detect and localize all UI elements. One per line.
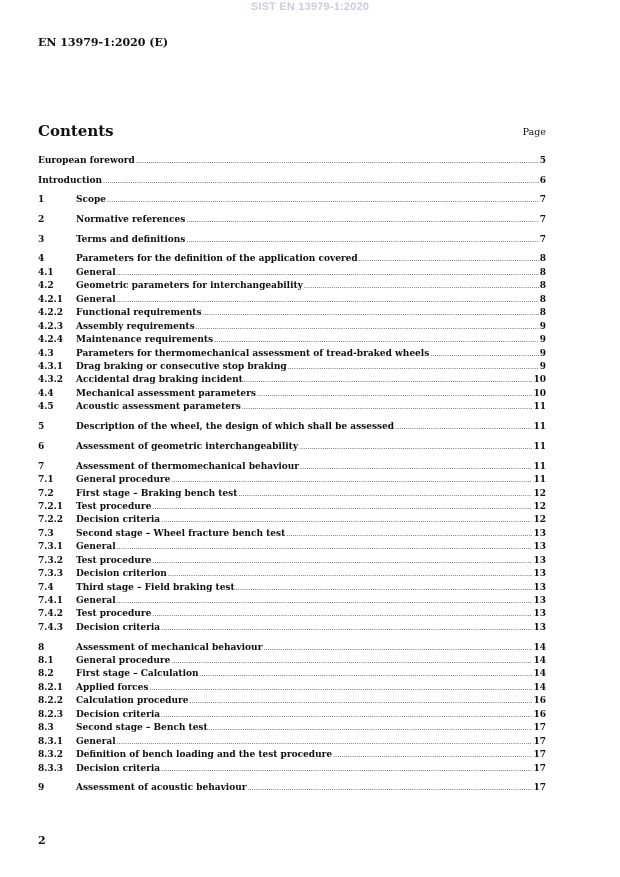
toc-entry-title: Drag braking or consecutive stop braking xyxy=(76,361,287,372)
toc-entry[interactable] xyxy=(38,194,546,207)
toc-entry[interactable] xyxy=(38,401,546,414)
toc-entry-title: Mechanical assessment parameters xyxy=(76,388,256,399)
table-of-contents xyxy=(38,155,546,796)
toc-entry[interactable] xyxy=(38,267,546,280)
toc-entry-page: 16 xyxy=(533,696,546,707)
toc-entry-page: 11 xyxy=(533,402,546,413)
toc-entry[interactable] xyxy=(38,461,546,474)
toc-entry-number: 8.2.3 xyxy=(38,709,64,720)
toc-dot-leader xyxy=(395,421,532,434)
toc-dot-leader xyxy=(200,668,533,681)
document-id: EN 13979-1:2020 (E) xyxy=(38,36,169,49)
toc-entry-title: General procedure xyxy=(76,656,171,667)
toc-dot-leader xyxy=(103,175,539,188)
toc-entry[interactable] xyxy=(38,642,546,655)
toc-entry-number: 7.3.2 xyxy=(38,555,64,566)
toc-entry-title: Accidental drag braking incident xyxy=(76,375,243,386)
toc-entry-number: 8.3.2 xyxy=(38,750,64,761)
toc-entry[interactable] xyxy=(38,595,546,608)
toc-entry-title: Assessment of geometric interchangeability xyxy=(76,441,299,452)
toc-entry-page: 9 xyxy=(539,348,546,359)
toc-dot-leader xyxy=(117,595,533,608)
toc-entry-number: 8.1 xyxy=(38,656,54,667)
toc-entry-number: 7.4.2 xyxy=(38,609,64,620)
toc-entry-page: 12 xyxy=(533,515,546,526)
toc-entry-page: 13 xyxy=(533,622,546,633)
toc-entry-title: Description of the wheel, the design of which shall be assessed xyxy=(76,422,395,433)
toc-entry[interactable] xyxy=(38,175,546,188)
toc-entry-number: 8.3.1 xyxy=(38,736,64,747)
toc-dot-leader xyxy=(430,348,538,361)
toc-entry[interactable] xyxy=(38,695,546,708)
toc-entry-page: 12 xyxy=(533,501,546,512)
toc-entry[interactable] xyxy=(38,622,546,635)
toc-entry[interactable] xyxy=(38,682,546,695)
toc-entry-title: Assessment of thermomechanical behaviour xyxy=(76,461,300,472)
toc-dot-leader xyxy=(304,280,539,293)
toc-entry[interactable] xyxy=(38,214,546,227)
toc-entry[interactable] xyxy=(38,541,546,554)
toc-entry[interactable] xyxy=(38,334,546,347)
toc-entry-number: 7.3 xyxy=(38,528,54,539)
toc-entry[interactable] xyxy=(38,501,546,514)
toc-entry-number: 8 xyxy=(38,642,45,653)
page-number: 2 xyxy=(38,834,46,847)
toc-dot-leader xyxy=(117,294,539,307)
toc-entry-number: 4.5 xyxy=(38,402,54,413)
toc-entry-page: 13 xyxy=(533,596,546,607)
toc-entry[interactable] xyxy=(38,514,546,527)
toc-entry-number: 8.3 xyxy=(38,723,54,734)
toc-entry-page: 17 xyxy=(533,763,546,774)
toc-entry-page: 10 xyxy=(533,375,546,386)
toc-dot-leader xyxy=(300,461,532,474)
toc-entry-page: 14 xyxy=(533,656,546,667)
toc-entry-page: 8 xyxy=(539,294,546,305)
toc-entry-page: 13 xyxy=(533,555,546,566)
toc-dot-leader xyxy=(152,555,532,568)
toc-entry-page: 13 xyxy=(533,569,546,580)
toc-dot-leader xyxy=(196,321,539,334)
toc-entry-number: 5 xyxy=(38,422,45,433)
toc-dot-leader xyxy=(117,541,533,554)
toc-entry-title: Assembly requirements xyxy=(76,321,195,332)
toc-entry[interactable] xyxy=(38,722,546,735)
toc-entry[interactable] xyxy=(38,749,546,762)
toc-entry[interactable] xyxy=(38,555,546,568)
page-column-label: Page xyxy=(522,127,546,138)
toc-entry-title: First stage – Braking bench test xyxy=(76,488,238,499)
toc-entry-number: 2 xyxy=(38,215,45,226)
toc-dot-leader xyxy=(107,194,539,207)
toc-dot-leader xyxy=(244,374,533,387)
toc-entry-title: Assessment of acoustic behaviour xyxy=(76,783,247,794)
toc-dot-leader xyxy=(203,307,539,320)
toc-dot-leader xyxy=(299,441,532,454)
toc-entry-number: 4.2.1 xyxy=(38,294,64,305)
toc-dot-leader xyxy=(171,474,532,487)
toc-entry-number: 7.4 xyxy=(38,582,54,593)
toc-entry[interactable] xyxy=(38,374,546,387)
toc-entry-title: Maintenance requirements xyxy=(76,335,214,346)
toc-entry-title: Geometric parameters for interchangeability xyxy=(76,281,303,292)
toc-entry[interactable] xyxy=(38,361,546,374)
toc-entry-page: 16 xyxy=(533,709,546,720)
toc-entry-number: 4.2 xyxy=(38,281,54,292)
toc-entry[interactable] xyxy=(38,782,546,795)
toc-entry-page: 17 xyxy=(533,750,546,761)
toc-entry-number: 7.1 xyxy=(38,475,54,486)
toc-entry-page: 13 xyxy=(533,609,546,620)
toc-dot-leader xyxy=(242,401,533,414)
toc-entry-title: Decision criteria xyxy=(76,515,161,526)
toc-entry-number: 4.2.2 xyxy=(38,308,64,319)
toc-entry-number: 8.3.3 xyxy=(38,763,64,774)
toc-entry-page: 8 xyxy=(539,254,546,265)
toc-entry-number: 4.2.3 xyxy=(38,321,64,332)
toc-entry[interactable] xyxy=(38,668,546,681)
toc-entry[interactable] xyxy=(38,234,546,247)
toc-entry-page: 13 xyxy=(533,542,546,553)
toc-entry-page: 9 xyxy=(539,361,546,372)
toc-entry-title: First stage – Calculation xyxy=(76,669,199,680)
toc-dot-leader xyxy=(248,782,533,795)
toc-entry-title: Scope xyxy=(76,195,107,206)
toc-entry-title: European foreword xyxy=(38,156,135,166)
toc-entry-page: 6 xyxy=(539,175,546,186)
toc-entry-number: 1 xyxy=(38,195,45,206)
toc-dot-leader xyxy=(149,682,532,695)
toc-entry-page: 10 xyxy=(533,388,546,399)
toc-entry-title: Functional requirements xyxy=(76,308,202,319)
toc-entry[interactable] xyxy=(38,294,546,307)
toc-dot-leader xyxy=(161,709,532,722)
toc-dot-leader xyxy=(209,722,533,735)
toc-entry-title: General procedure xyxy=(76,475,171,486)
toc-entry-page: 8 xyxy=(539,281,546,292)
toc-entry-title: Second stage – Wheel fracture bench test xyxy=(76,528,286,539)
toc-dot-leader xyxy=(288,361,539,374)
toc-entry-page: 7 xyxy=(539,195,546,206)
toc-entry-title: Normative references xyxy=(76,215,186,226)
toc-entry-page: 14 xyxy=(533,682,546,693)
toc-dot-leader xyxy=(186,234,538,247)
toc-entry-page: 14 xyxy=(533,642,546,653)
toc-dot-leader xyxy=(257,388,533,401)
toc-entry[interactable] xyxy=(38,736,546,749)
toc-entry-page: 17 xyxy=(533,736,546,747)
toc-dot-leader xyxy=(117,736,533,749)
toc-entry[interactable] xyxy=(38,608,546,621)
toc-entry-page: 13 xyxy=(533,582,546,593)
toc-dot-leader xyxy=(171,655,532,668)
toc-entry-page: 8 xyxy=(539,267,546,278)
toc-entry[interactable] xyxy=(38,307,546,320)
toc-entry-page: 11 xyxy=(533,475,546,486)
toc-dot-leader xyxy=(190,695,533,708)
toc-entry-title: Second stage – Bench test xyxy=(76,723,208,734)
toc-entry-page: 11 xyxy=(533,441,546,452)
toc-entry-number: 6 xyxy=(38,441,45,452)
toc-dot-leader xyxy=(136,155,539,168)
toc-entry[interactable] xyxy=(38,568,546,581)
toc-entry-page: 9 xyxy=(539,321,546,332)
toc-entry-number: 4.3 xyxy=(38,348,54,359)
toc-entry[interactable] xyxy=(38,528,546,541)
toc-dot-leader xyxy=(186,214,538,227)
toc-entry-number: 9 xyxy=(38,783,45,794)
toc-entry-title: Third stage – Field braking test xyxy=(76,582,235,593)
toc-dot-leader xyxy=(117,267,539,280)
toc-entry-page: 7 xyxy=(539,234,546,245)
toc-entry-page: 13 xyxy=(533,528,546,539)
toc-dot-leader xyxy=(359,253,539,266)
toc-dot-leader xyxy=(238,488,532,501)
toc-entry-number: 7.2.2 xyxy=(38,515,64,526)
toc-entry[interactable] xyxy=(38,582,546,595)
toc-entry-title: General xyxy=(76,736,116,747)
toc-entry-page: 12 xyxy=(533,488,546,499)
toc-entry[interactable] xyxy=(38,388,546,401)
toc-dot-leader xyxy=(152,608,532,621)
toc-entry-title: Calculation procedure xyxy=(76,696,189,707)
toc-entry-title: Test procedure xyxy=(76,609,152,620)
toc-entry-title: Assessment of mechanical behaviour xyxy=(76,642,263,653)
toc-entry-page: 11 xyxy=(533,422,546,433)
toc-entry[interactable] xyxy=(38,253,546,266)
toc-entry-title: Definition of bench loading and the test procedure xyxy=(76,750,333,761)
toc-entry-title: General xyxy=(76,294,116,305)
toc-entry[interactable] xyxy=(38,763,546,776)
toc-entry[interactable] xyxy=(38,155,546,168)
toc-dot-leader xyxy=(333,749,532,762)
toc-dot-leader xyxy=(236,582,533,595)
toc-entry-number: 7.4.3 xyxy=(38,622,64,633)
toc-entry-title: Terms and definitions xyxy=(76,234,186,245)
toc-entry-page: 7 xyxy=(539,215,546,226)
toc-entry[interactable] xyxy=(38,348,546,361)
toc-entry-title: Parameters for the definition of the application covered xyxy=(76,254,358,265)
toc-entry-title: Decision criteria xyxy=(76,622,161,633)
toc-entry-title: General xyxy=(76,267,116,278)
toc-entry-title: General xyxy=(76,542,116,553)
toc-entry-number: 7.4.1 xyxy=(38,596,64,607)
toc-entry-page: 17 xyxy=(533,723,546,734)
toc-entry-page: 17 xyxy=(533,783,546,794)
toc-entry[interactable] xyxy=(38,280,546,293)
toc-dot-leader xyxy=(214,334,539,347)
toc-entry-number: 4.2.4 xyxy=(38,335,64,346)
toc-entry[interactable] xyxy=(38,488,546,501)
toc-entry-page: 5 xyxy=(539,156,546,166)
toc-dot-leader xyxy=(286,528,532,541)
toc-entry-title: Decision criterion xyxy=(76,569,167,580)
toc-entry-number: 7.3.1 xyxy=(38,542,64,553)
toc-entry-number: 4.4 xyxy=(38,388,54,399)
watermark: SIST EN 13979-1:2020 xyxy=(250,1,370,13)
toc-entry-title: Introduction xyxy=(38,175,103,186)
toc-entry-number: 7.2.1 xyxy=(38,501,64,512)
toc-entry-number: 7.3.3 xyxy=(38,569,64,580)
toc-entry-page: 14 xyxy=(533,669,546,680)
toc-dot-leader xyxy=(161,763,532,776)
toc-entry-number: 8.2 xyxy=(38,669,54,680)
toc-entry-title: Decision criteria xyxy=(76,763,161,774)
toc-entry-number: 4.3.2 xyxy=(38,375,64,386)
toc-entry[interactable] xyxy=(38,441,546,454)
toc-entry-page: 9 xyxy=(539,335,546,346)
toc-entry-number: 4 xyxy=(38,254,45,265)
toc-entry-number: 4.1 xyxy=(38,267,54,278)
toc-dot-leader xyxy=(161,622,532,635)
toc-dot-leader xyxy=(263,642,532,655)
toc-entry-number: 8.2.2 xyxy=(38,696,64,707)
contents-heading: Contents xyxy=(38,122,114,140)
toc-entry-title: Test procedure xyxy=(76,555,152,566)
toc-entry[interactable] xyxy=(38,655,546,668)
toc-dot-leader xyxy=(161,514,532,527)
toc-dot-leader xyxy=(168,568,533,581)
toc-entry-title: General xyxy=(76,596,116,607)
toc-entry-title: Acoustic assessment parameters xyxy=(76,402,241,413)
toc-entry-title: Applied forces xyxy=(76,682,149,693)
toc-dot-leader xyxy=(152,501,532,514)
toc-entry-page: 8 xyxy=(539,308,546,319)
toc-entry-number: 7.2 xyxy=(38,488,54,499)
toc-entry[interactable] xyxy=(38,321,546,334)
toc-entry-title: Test procedure xyxy=(76,501,152,512)
toc-entry-number: 8.2.1 xyxy=(38,682,64,693)
toc-entry[interactable] xyxy=(38,474,546,487)
toc-entry-title: Decision criteria xyxy=(76,709,161,720)
toc-entry[interactable] xyxy=(38,421,546,434)
toc-entry[interactable] xyxy=(38,709,546,722)
toc-entry-number: 7 xyxy=(38,461,45,472)
toc-entry-title: Parameters for thermomechanical assessment of tread-braked wheels xyxy=(76,348,430,359)
toc-entry-page: 11 xyxy=(533,461,546,472)
toc-entry-number: 4.3.1 xyxy=(38,361,64,372)
toc-entry-number: 3 xyxy=(38,234,45,245)
